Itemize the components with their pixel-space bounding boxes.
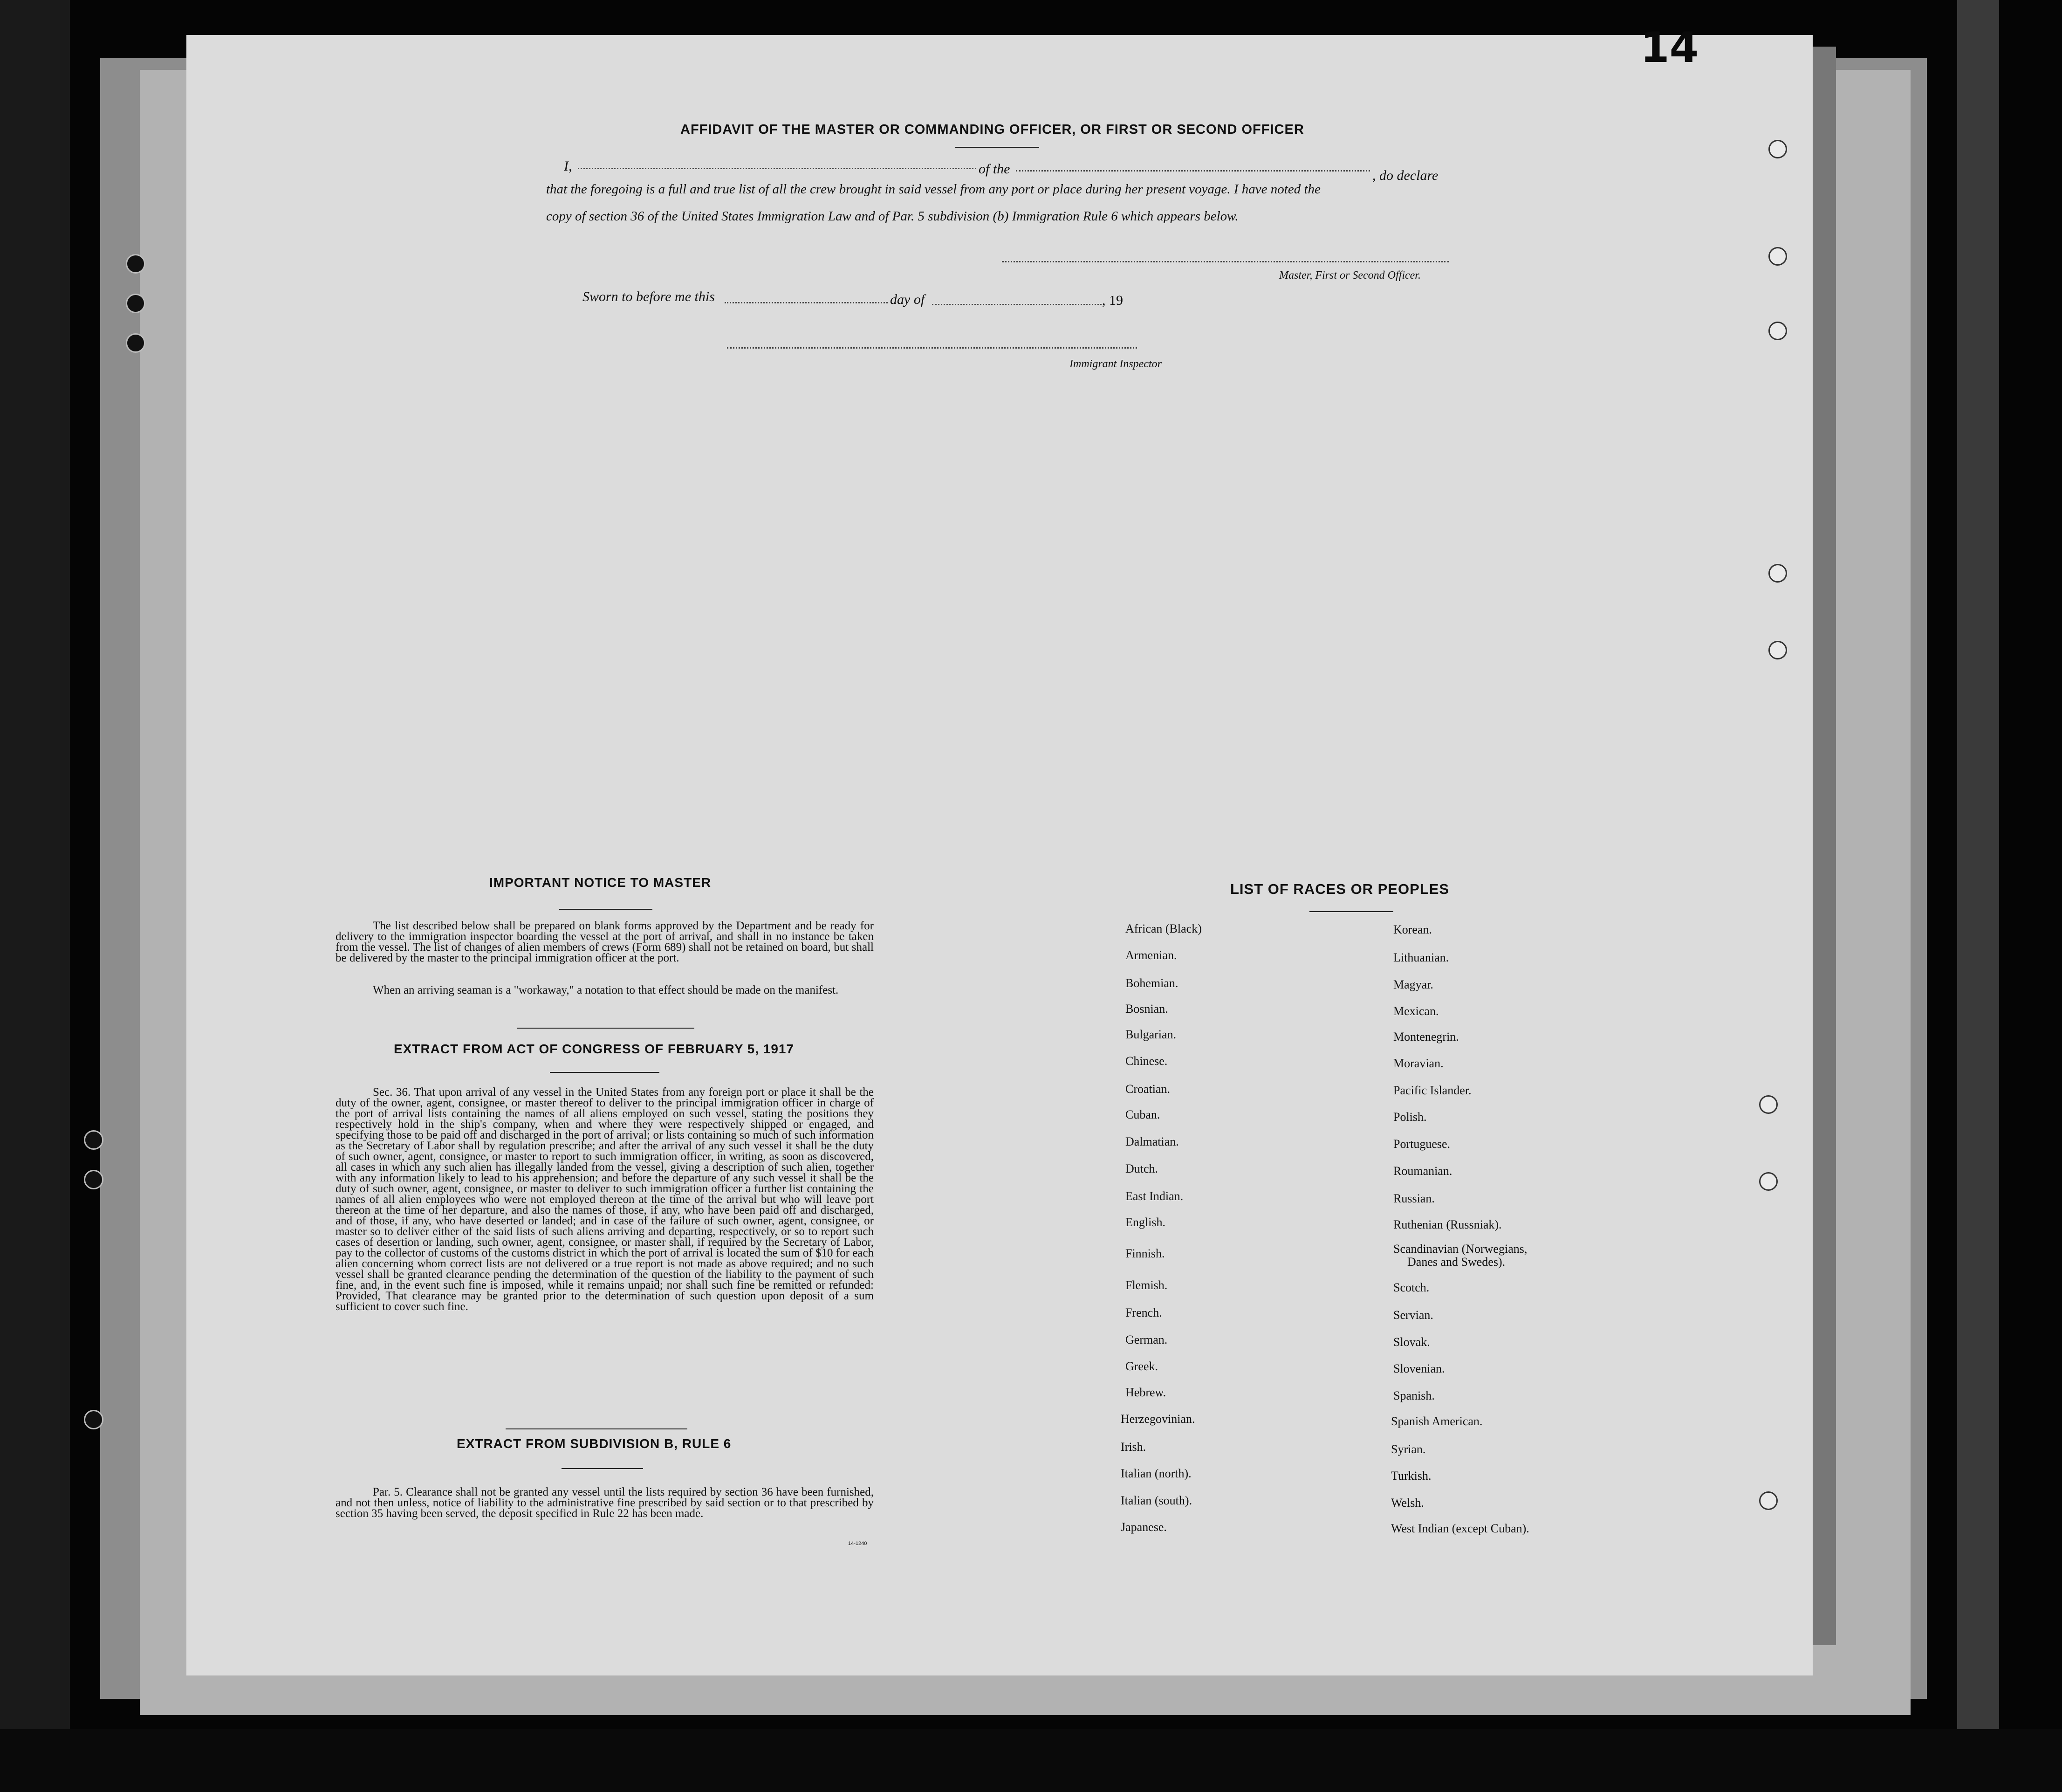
punch-hole (126, 294, 145, 313)
punch-hole (1768, 322, 1787, 340)
signature-label: Master, First or Second Officer. (1279, 269, 1421, 282)
punch-hole (1768, 564, 1787, 583)
race-right-item: Scandinavian (Norwegians, (1393, 1242, 1528, 1256)
form-page (186, 35, 1813, 1675)
affidavit-line-2: that the foregoing is a full and true list of all the crew brought in said vessel from any port or place during her present voyage. I have noted the (546, 182, 1321, 197)
race-left-item: Irish. (1121, 1440, 1146, 1454)
divider (550, 1072, 659, 1073)
race-left-item: Bosnian. (1125, 1002, 1168, 1016)
divider (955, 147, 1039, 148)
punch-hole (84, 1130, 103, 1150)
divider (559, 909, 652, 910)
race-right-item: Scotch. (1393, 1281, 1430, 1294)
inspector-label: Immigrant Inspector (1069, 358, 1162, 370)
race-right-item: Mexican. (1393, 1004, 1439, 1018)
race-right-item: Portuguese. (1393, 1137, 1451, 1151)
notice-title: IMPORTANT NOTICE TO MASTER (489, 875, 712, 890)
race-right-item: Slovak. (1393, 1335, 1430, 1349)
race-right-item: Slovenian. (1393, 1362, 1445, 1375)
race-right-item: Lithuanian. (1393, 951, 1449, 964)
race-left-item: Greek. (1125, 1359, 1158, 1373)
punch-hole (84, 1410, 103, 1429)
punch-hole (1759, 1172, 1778, 1191)
race-right-item: Servian. (1393, 1308, 1433, 1322)
affidavit-of-the-label: of the (979, 161, 1010, 177)
race-left-item: Flemish. (1125, 1278, 1168, 1292)
race-right-item: Spanish American. (1391, 1414, 1483, 1428)
signature-line[interactable] (1002, 261, 1449, 262)
punch-hole (1759, 1491, 1778, 1510)
race-left-item: Armenian. (1125, 948, 1177, 962)
extract-rule-title: EXTRACT FROM SUBDIVISION B, RULE 6 (457, 1436, 732, 1451)
affidavit-declare-label: , do declare (1372, 168, 1439, 183)
race-left-item: German. (1125, 1333, 1168, 1346)
race-right-item: West Indian (except Cuban). (1391, 1522, 1529, 1535)
inspector-signature-line[interactable] (727, 347, 1137, 349)
punch-hole (126, 333, 145, 353)
race-left-item: Japanese. (1121, 1520, 1167, 1534)
race-right-item: Polish. (1393, 1110, 1427, 1124)
divider (1309, 911, 1393, 912)
race-left-item: Bulgarian. (1125, 1028, 1177, 1041)
sworn-label: Sworn to before me this (582, 289, 715, 304)
race-left-item: Italian (north). (1121, 1467, 1192, 1480)
race-left-item: French. (1125, 1306, 1162, 1319)
race-right-item: Syrian. (1391, 1442, 1426, 1456)
film-edge-left (0, 0, 70, 1792)
punch-hole (84, 1170, 103, 1189)
sworn-day-of-label: day of (890, 292, 925, 307)
races-title: LIST OF RACES OR PEOPLES (1230, 881, 1450, 897)
extract-act-title: EXTRACT FROM ACT OF CONGRESS OF FEBRUARY 5, 1917 (394, 1042, 795, 1056)
punch-hole (1768, 140, 1787, 158)
race-left-item: Herzegovinian. (1121, 1412, 1195, 1426)
race-right-item: Ruthenian (Russniak). (1393, 1218, 1502, 1231)
race-right-item: Magyar. (1393, 978, 1433, 991)
race-left-item: Finnish. (1125, 1247, 1165, 1260)
divider (517, 1028, 694, 1029)
affidavit-title: AFFIDAVIT OF THE MASTER OR COMMANDING OFFICER, OR FIRST OR SECOND OFFICER (680, 122, 1304, 137)
race-right-item: Montenegrin. (1393, 1030, 1459, 1044)
race-left-item: Chinese. (1125, 1054, 1168, 1068)
vessel-blank[interactable] (1016, 170, 1370, 172)
form-code: 14-1240 (848, 1541, 867, 1546)
divider (506, 1428, 687, 1429)
race-left-item: East Indian. (1125, 1189, 1184, 1203)
handwritten-page-number: 14 (1640, 23, 1699, 72)
race-right-item: Russian. (1393, 1192, 1435, 1205)
sworn-day-blank[interactable] (725, 302, 888, 303)
race-left-item: Bohemian. (1125, 976, 1178, 990)
race-left-item: Hebrew. (1125, 1386, 1166, 1399)
sworn-month-blank[interactable] (932, 304, 1104, 305)
punch-hole (1759, 1095, 1778, 1114)
film-edge-right (1957, 0, 1999, 1792)
affidavit-line-3: copy of section 36 of the United States Immigration Law and of Par. 5 subdivision (b) Immigration Rule 6 which appears below. (546, 209, 1239, 224)
affidavit-i-label: I, (564, 158, 572, 174)
name-blank[interactable] (578, 168, 976, 169)
divider (562, 1468, 643, 1469)
race-right-item: Welsh. (1391, 1496, 1424, 1510)
race-left-item: Cuban. (1125, 1108, 1160, 1121)
extract-rule-body: Par. 5. Clearance shall not be granted any vessel until the lists required by section 36 have been furnished, and not then unless, notice of liability to the administrative fine prescribed by said section or to that prescribed by section 35 having been served, the deposit specified in Rule 22 has been made. (336, 1486, 874, 1520)
race-right-item: Spanish. (1393, 1389, 1435, 1402)
race-right-item: Korean. (1393, 923, 1432, 936)
film-edge-bottom (0, 1729, 2062, 1792)
race-left-item: Dutch. (1125, 1162, 1158, 1175)
notice-body-2: When an arriving seaman is a "workaway," a notation to that effect should be made on the manifest. (373, 984, 839, 996)
notice-body: The list described below shall be prepared on blank forms approved by the Department and be ready for delivery to the immigration inspector boarding the vessel at the port of arrival, and shall in no instance be taken from the vessel. The list of changes of alien members of crews (Form 689) shall not be retained on board, but shall be delivered by the master to the principal immigration officer at the port. (336, 920, 874, 964)
punch-hole (126, 254, 145, 274)
race-right-item: Moravian. (1393, 1057, 1444, 1070)
punch-hole (1768, 247, 1787, 266)
race-left-item: Dalmatian. (1125, 1135, 1179, 1148)
sworn-year-label: , 19 (1102, 293, 1123, 308)
punch-hole (1768, 641, 1787, 659)
race-right-item: Roumanian. (1393, 1164, 1452, 1178)
race-right-item: Danes and Swedes). (1407, 1255, 1506, 1269)
race-left-item: Italian (south). (1121, 1494, 1192, 1507)
race-right-item: Pacific Islander. (1393, 1084, 1472, 1097)
race-left-item: African (Black) (1125, 922, 1202, 935)
extract-act-body: Sec. 36. That upon arrival of any vessel in the United States from any foreign port or place it shall be the duty of the owner, agent, consignee, or master thereof to deliver to the principal immigration officer in charge of the port of arrival lists containing the names of all aliens employed on such vessel, stating the positions they respectively hold in the ship's company, when and where they were respectively shipped or engaged, and specifying those to be paid off and discharged in the port of arrival; or lists containing so much of such information as the Secretary of Labor shall by regulation prescribe; and after the arrival of any such vessel it shall be the duty of such owner, agent, consignee, or master to report to such immigration officer, in writing, as soon as discovered, all cases in which any such alien has illegally landed from the vessel, giving a description of such alien, together with any information likely to lead to his apprehension; and before the departure of any such vessel it shall be the duty of such owner, agent, consignee, or master to deliver to such immigration officer a further list containing the names of all alien employees who were not employed thereon at the time of the arrival but who will leave port thereon at the time of her departure, and also the names of those, if any, who have been paid off and discharged, and of those, if any, who have deserted or landed; and in case of the failure of such owner, agent, consignee, or master so to deliver either of the said lists of such aliens arriving and departing, respectively, or so to report such cases of desertion or landing, such owner, agent, consignee, or master shall, if required by the Secretary of Labor, pay to the collector of customs of the customs district in which the port of arrival is located the sum of $10 for each alien concerning whom correct lists are not delivered or a true report is not made as above required; and no such vessel shall be granted clearance pending the determination of the question of the liability to the payment of such fine, and, in the event such fine is imposed, while it remains unpaid; nor shall such fine be remitted or refunded: Provided, That clearance may be granted prior to the determination of such question upon deposit of a sum sufficient to cover such fine. (336, 1086, 874, 1313)
race-left-item: English. (1125, 1215, 1165, 1229)
race-left-item: Croatian. (1125, 1082, 1171, 1096)
race-right-item: Turkish. (1391, 1469, 1432, 1483)
